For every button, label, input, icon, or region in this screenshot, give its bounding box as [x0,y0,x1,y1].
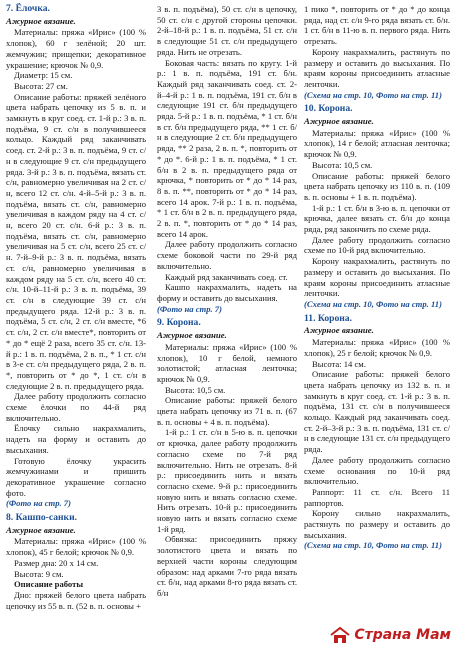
paragraph: Обвязка: присоединить пряжу золотистого цвета и вязать по верхней части короны следующим образом: над арками 7-го ряда вязать ст. б/н, над арками 8-го ряда вязать ст. б/н [157,534,297,598]
paragraph: Кашпо накрахмалить, надеть на форму и оставить до высыхания. [157,282,297,303]
section-8 [6,513,146,611]
paragraph: Материалы: пряжа «Ирис» (100 % хлопок), 45 г белой; крючок № 0,9. [6,536,146,558]
section-7 [6,4,146,509]
paragraph: Диаметр: 15 см. [14,70,73,81]
paragraph: Готовую ёлочку украсить жемчужинами и пришить декоративное украшение согласно фото. [6,455,146,498]
paragraph: Ёлочку сильно накрахмалить, надеть на форму и оставить до высыхания. [6,423,146,455]
house-icon [329,626,351,644]
paragraph: Высота: 14 см. [312,358,366,369]
paragraph: 1-й р.: 1 ст. б/н в 3-ю в. п. цепочки от крючка, далее вязать ст. б/н до конца ряда, ряд закончить по схеме ряда. [304,202,450,235]
paragraph: Далее работу продолжить согласно схеме боковой части по 29-й ряд включительно. [157,239,297,271]
paragraph: Описание работы [14,579,84,590]
paragraph: Описание работы: пряжей зелёного цвета набрать цепочку из 5 в. п. и замкнуть в круг соед. ст. 1-й р.: 3 в. п. подъёма, 9 ст. с/н в получившееся кольцо. Каждый ряд заканчивать соед. ст. 2-й р.: 3 в. п. подъёма, 9 ст. с/н в следующие 9 ст. с/н предыдущего ряда. 3-й р.: 3 в. п. подъёма, вязать ст. с/н, равномерно увеличивая на 2 ст. с/н, всего 12 ст. с/н. 4-й–5-й р.: 3 в. п. подъёма, вязать ст. с/н, равномерно увеличивая в каждом ряду на 4 ст. с/н, всего 20 ст. с/н. 6-й р.: 3 в. п. подъёма, вязать ст. с/н, равномерно увеличивая на 5 ст. с/н, всего 25 ст. с/н. 7-й–9-й р.: 3 в. п. подъёма, вязать ст. с/н, равномерно увеличивая в каждом ряду на 5 ст. с/н, всего 40 ст. с/н. 10-й–11-й р.: 3 в. п. подъёма, 39 ст. с/н в следующие 39 ст. с/н предыдущего ряда. 12-й р.: 3 в. п. подъёма, 5 ст. с/н, 2 ст. с/н вместе, *6 ст. с/н, 2 ст. с/н вместе*, повторить от * до * ещё 2 раза, всего 35 ст. с/н. 13-й р.: 1 в. п. подъёма, 2 в. п., * 1 ст. с/н в 3-е ст. с/н предыдущего ряда, 2 в. п. *, повторить от * до *, 1 ст. с/н в следующие 2 в. п. предыдущего ряда. [6,91,146,391]
paragraph: Размер дна: 20 x 14 см. [14,557,99,568]
paragraph: Материалы: пряжа «Ирис» (100 % хлопок), 60 г зелёной; 20 шт. жемчужин; прищепки; декоративное украшение; крючок № 0,9. [6,27,146,70]
watermark [329,626,451,644]
paragraph: Высота: 10,5 см. [165,384,226,395]
paragraph: Высота: 9 см. [14,568,64,579]
paragraph: 3 в. п. подъёма), 50 ст. с/н в цепочку, 50 ст. с/н с другой стороны цепочки. 2-й–18-й р.: 1 в. п. подъёма, 51 ст. с/н в следующие 51 ст. с/н предыдущего ряда. Нить не отрезать. [157,4,297,57]
section-title: 9. Корона. [157,317,201,329]
paragraph: Боковая часть: вязать по кругу. 1-й р.: 1 в. п. подъёма, 191 ст. б/н. Каждый ряд заканчивать соед. ст. 2-й–4-й р.: 1 в. п. подъёма, 191 ст. б/н в следующие 191 ст. б/н предыдущего ряда. 5-й р.: 1 в. п. подъёма, * 1 ст. б/н в ст. б/н предыдущего ряда, ** 1 ст. б/н в следующие 2 ст. б/н предыдущего ряда, ** 2 раза, 2 в. п. *, повторить от * до *. 6-й р.: 1 в. п. подъёма, * 1 ст. б/н в 2 в. п. предыдущего ряда от крючка, * повторить от * до * 14 раз, 8 в. п. **, повторить от * до * 14 раз, всего 14 арок. 7-й р.: 1 в. п. подъёма, * 1 ст. б/н в 2 в. п. предыдущего ряда, 2 в. п. *, повторить от * до * 14 раз, всего 14 арок. [157,57,297,239]
photo-reference: (Фото на стр. 7) [157,303,222,314]
photo-reference: (Схема на стр. 10, Фото на стр. 11) [304,89,442,100]
paragraph: Далее работу продолжить согласно схеме по 10-й ряд включительно. [304,234,450,256]
photo-reference: (Схема на стр. 10, Фото на стр. 11) [304,298,442,309]
paragraph: Корону накрахмалить, растянуть по размеру и оставить до высыхания. По краям короны присоединить атласные ленточки. [304,46,450,89]
paragraph: Высота: 27 см. [14,80,68,91]
paragraph: Материалы: пряжа «Ирис» (100 % хлопок), 10 г белой, немного золотистой; атласная ленточка; крючок № 0,9. [157,341,297,384]
paragraph: Далее работу продолжить согласно схеме основания по 10-й ряд включительно. [304,454,450,487]
photo-reference: (Фото на стр. 7) [6,498,71,509]
section-subtitle: Ажурное вязание. [157,330,227,341]
paragraph: Каждый ряд заканчивать соед. ст. [165,271,288,282]
section-title: 11. Корона. [304,312,352,324]
paragraph: Описание работы: пряжей белого цвета набрать цепочку из 110 в. п. (109 в. п. основы + 1 в. п. подъёма). [304,170,450,202]
paragraph: Описание работы: пряжей белого цвета набрать цепочку из 71 в. п. (67 в. п. основы + 4 в. п. подъёма). [157,395,297,427]
section-10 [304,104,450,309]
paragraph: Материалы: пряжа «Ирис» (100 % хлопок), 14 г белой; атласная ленточка; крючок № 0,9. [304,127,450,160]
watermark-text: Страна Мам [354,627,451,643]
section-title: 8. Кашпо-санки. [6,512,77,524]
column-1 [6,4,146,615]
photo-reference: (Схема на стр. 10, Фото на стр. 11) [304,540,442,551]
paragraph: Раппорт: 11 ст. с/н. Всего 11 раппортов. [304,486,450,508]
paragraph: Материалы: пряжа «Ирис» (100 % хлопок), 25 г белой; крючок № 0,9. [304,337,450,358]
section-subtitle: Ажурное вязание. [6,15,76,26]
paragraph: 1 пико *, повторить от * до * до конца ряда, над ст. с/н 9-го ряда вязать ст. б/н. 1 ст. б/н в 11-ю в. п. первого ряда. Нить отрезать. [304,4,450,47]
section-title: 10. Корона. [304,103,353,115]
section-11 [304,314,450,551]
paragraph: Высота: 10,5 см. [312,159,373,170]
section-9 [157,318,297,598]
paragraph: Корону сильно накрахмалить, растянуть по размеру и оставить до высыхания. [304,508,450,540]
column-3 [304,4,450,555]
section-subtitle: Ажурное вязание. [6,524,76,535]
paragraph: Описание работы: пряжей белого цвета набрать цепочку из 132 в. п. и замкнуть в круг соед. ст. 1-й р.: 3 в. п. подъёма, 131 ст. с/н в получившееся кольцо. Каждый ряд заканчивать соед. ст. 2-й–3-й р.: 3 в. п. подъёма, 131 ст. с/н в следующие 131 ст. с/н предыдущего ряда. [304,369,450,455]
paragraph: Корону накрахмалить, растянуть по размеру и оставить до высыхания. По краям короны присоединить атласные ленточки. [304,256,450,299]
section-subtitle: Ажурное вязание. [304,325,374,336]
section-title: 7. Ёлочка. [6,3,50,14]
paragraph: 1-й р.: 1 ст. с/н в 5-ю в. п. цепочки от крючка, далее работу продолжить согласно схеме по 7-й ряд включительно. Нить не отрезать. 8-й р.: присоединить нить и вязать согласно схеме. 9-й р.: присоединить новую нить и вязать согласно схеме. Нить отрезать. 10-й р.: присоединить новую нить и вязать согласно схеме 1-й ряд. [157,427,297,534]
paragraph: Дно: пряжей белого цвета набрать цепочку из 55 в. п. (52 в. п. основы + [6,589,146,611]
section-subtitle: Ажурное вязание. [304,116,374,127]
column-2 [157,4,297,603]
paragraph: Далее работу продолжить согласно схеме ёлочки по 44-й ряд включительно. [6,391,146,423]
